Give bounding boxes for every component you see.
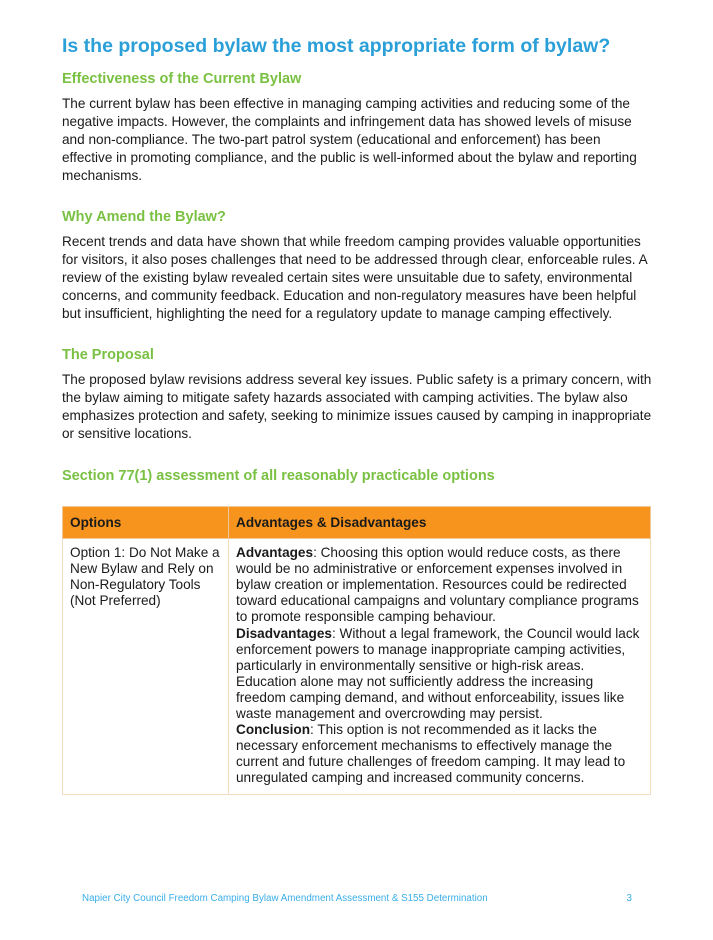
conclusion-text: : This option is not recommended as it lacks the necessary enforcement mechanisms to effectively manage the current and future challenges of freedom camping. It may lead to unregulated camping and increased community concerns. [236, 722, 626, 786]
section-proposal [62, 346, 652, 443]
section-body: The current bylaw has been effective in managing camping activities and reducing some of the negative impacts. However, the complaints and infringement data has showed levels of misuse and non-compliance. The two-part patrol system (educational and enforcement) has been effective in promoting compliance, and the public is well-informed about the bylaw and reporting mechanisms. [62, 96, 637, 183]
conclusion-label: Conclusion [236, 722, 311, 738]
page-title: Is the proposed bylaw the most appropriate form of bylaw? [62, 35, 611, 57]
disadvantages-text: : Without a legal framework, the Council would lack enforcement powers to manage inappropriate camping activities, particularly in environmentally sensitive or high-risk areas. Education alone may not sufficiently address the increasing freedom camping demand, and without enforceability, issues like waste management and overcrowding may persist. [236, 625, 640, 722]
section-body: Recent trends and data have shown that while freedom camping provides valuable opportunities for visitors, it also poses challenges that need to be addressed through clear, enforceable rules. A review of the existing bylaw revealed certain sites were unsuitable due to safety, environmental concerns, and community feedback. Education and non-regulatory measures have been helpful but insufficient, highlighting the need for a regulatory update to manage camping effectively. [62, 234, 647, 321]
page-footer [82, 893, 632, 904]
header-options: Options [63, 507, 229, 539]
footer-text: Napier City Council Freedom Camping Bylaw Amendment Assessment & S155 Determination [82, 893, 488, 904]
page-number: 3 [626, 893, 632, 904]
section-body: The proposed bylaw revisions address several key issues. Public safety is a primary concern, with the bylaw aiming to mitigate safety hazards associated with camping activities. The bylaw also emphasizes protection and safety, seeking to minimize issues caused by camping in inappropriate or sensitive locations. [62, 372, 652, 441]
table-header-row [63, 507, 651, 539]
option-cell: Option 1: Do Not Make a New Bylaw and Rely on Non-Regulatory Tools (Not Preferred) [63, 539, 229, 794]
header-advantages-disadvantages: Advantages & Disadvantages [229, 507, 651, 539]
section-heading: Why Amend the Bylaw? [62, 209, 226, 225]
section-heading: Section 77(1) assessment of all reasonably practicable options [62, 468, 495, 484]
table-row [63, 539, 651, 794]
section-assessment [62, 467, 652, 485]
section-heading: Effectiveness of the Current Bylaw [62, 71, 302, 87]
disadvantages-label: Disadvantages [236, 625, 332, 641]
advantages-label: Advantages [236, 545, 314, 561]
section-heading: The Proposal [62, 347, 154, 363]
advantages-text: : Choosing this option would reduce costs, as there would be no administrative or enforcement expenses involved in bylaw creation or implementation. Resources could be redirected toward educational campaigns and voluntary compliance programs to promote responsible camping behaviour. [236, 545, 639, 625]
options-table [62, 506, 651, 795]
section-effectiveness [62, 70, 652, 185]
section-why-amend [62, 208, 652, 323]
document-page [62, 34, 652, 795]
assessment-cell [229, 539, 651, 794]
